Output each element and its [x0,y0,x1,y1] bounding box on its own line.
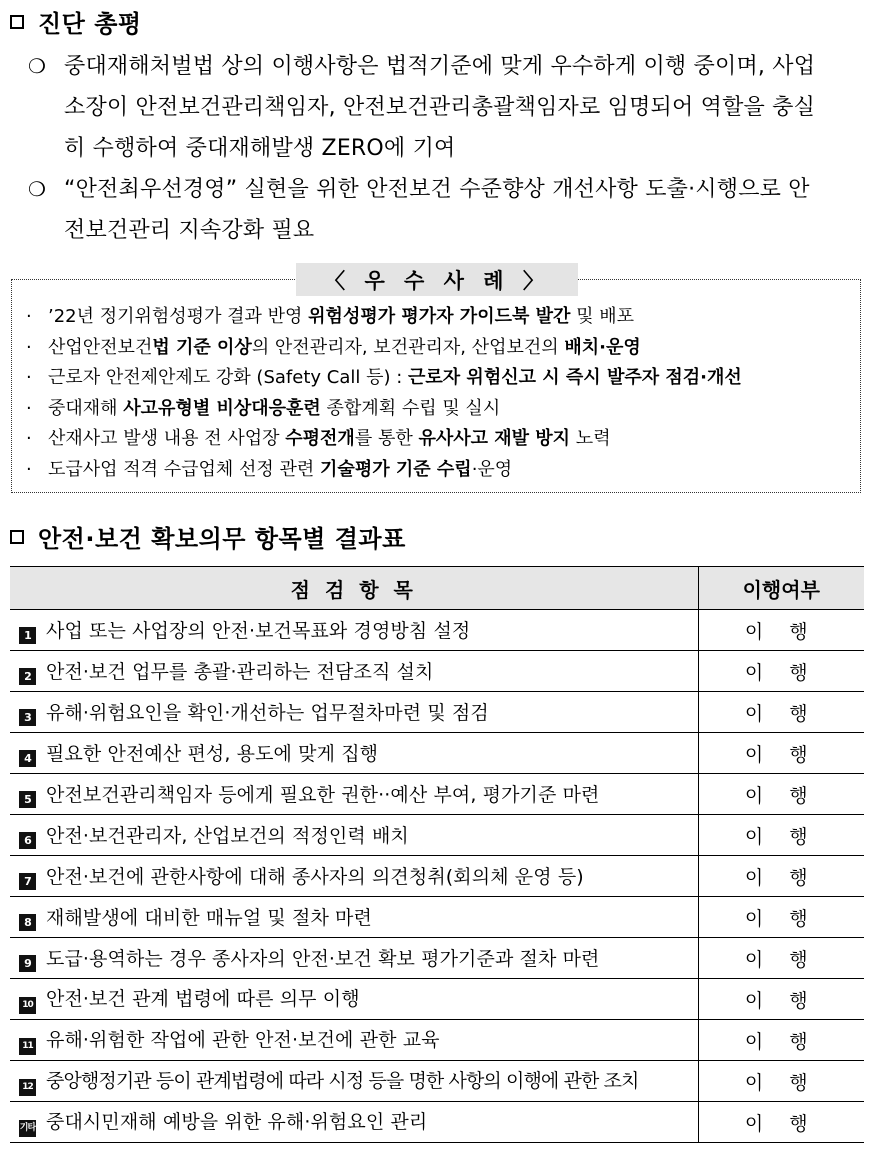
paragraph-line: “안전최우선경영” 실현을 위한 안전보건 수준향상 개선사항 도출·시행으로 안 [64,177,810,202]
check-item-text: 중앙행정기관 등이 관계법령에 따라 시정 등을 명한 사항의 이행에 관한 조치 [46,1070,639,1092]
best-case-item [26,363,856,394]
check-item-text: 사업 또는 사업장의 안전·보건목표와 경영방침 설정 [46,620,471,642]
status-cell: 이 행 [698,979,864,1020]
check-item-text: 재해발생에 대비한 매뉴얼 및 절차 마련 [46,907,372,929]
best-case-emphasis: 유사사고 재발 방지 [418,428,571,449]
check-item-cell [10,1020,698,1061]
dot-bullet-icon: · [26,458,32,480]
check-item-cell [10,692,698,733]
best-case-item [26,333,856,364]
best-case-emphasis: 사고유형별 비상대응훈련 [123,397,321,419]
table-row [10,651,864,692]
status-cell: 이 행 [698,1020,864,1061]
best-cases-list [26,302,856,485]
status-cell: 이 행 [698,815,864,856]
table-row [10,610,864,651]
paragraph-line: 전보건관리 지속강화 필요 [64,218,315,243]
check-item-cell [10,774,698,815]
best-case-text: 종합계획 수립 및 실시 [320,397,501,419]
table-row [10,733,864,774]
check-item-text: 안전보건관리책임자 등에게 필요한 권한··예산 부여, 평가기준 마련 [46,784,600,806]
status-cell: 이 행 [698,938,864,979]
best-case-emphasis: 기술평가 기준 수립 [320,458,472,480]
best-case-emphasis: 법 기준 이상 [152,336,252,358]
check-item-text: 안전·보건 관계 법령에 따른 의무 이행 [46,988,360,1010]
best-case-text: 산업안전보건 [48,336,153,358]
table-row [10,692,864,733]
dot-bullet-icon: · [26,397,32,419]
section-title: 안전·보건 확보의무 항목별 결과표 [38,525,406,553]
check-item-cell [10,897,698,938]
best-cases-title: 〈 우 수 사 례 〉 [296,263,578,296]
check-item-cell [10,1061,698,1102]
results-table [10,566,864,1143]
check-item-cell [10,733,698,774]
check-item-text: 중대시민재해 예방을 위한 유해·위험요인 관리 [46,1111,428,1133]
item-number-badge: 기타 [19,1120,36,1137]
best-case-item [26,302,856,333]
check-item-text: 유해·위험요인을 확인·개선하는 업무절차마련 및 점검 [46,702,489,724]
section-heading-results [10,519,406,554]
best-case-text: ·운영 [471,458,513,480]
best-case-emphasis: 위험성평가 평가자 가이드북 발간 [308,306,571,327]
table-row [10,815,864,856]
circle-bullet-icon: ❍ [28,54,46,78]
paragraph-line: 히 수행하여 중대재해발생 ZERO에 기여 [64,136,456,161]
best-case-text: 근로자 안전제안제도 강화 (Safety Call 등) : [48,367,408,388]
check-item-text: 안전·보건관리자, 산업보건의 적정인력 배치 [46,825,409,847]
check-item-cell [10,610,698,651]
status-cell: 이 행 [698,856,864,897]
table-header-row [10,567,864,610]
status-cell: 이 행 [698,733,864,774]
table-row [10,856,864,897]
section-title: 진단 총평 [38,10,142,38]
circle-bullet-icon: ❍ [28,177,46,201]
item-number-badge: 8 [19,914,36,931]
table-row [10,897,864,938]
table-row [10,1020,864,1061]
status-cell: 이 행 [698,1102,864,1143]
table-row [10,1102,864,1143]
dot-bullet-icon: · [26,306,32,327]
best-case-text: 의 안전관리자, 보건관리자, 산업보건의 [251,336,565,358]
paragraph-line: 소장이 안전보건관리책임자, 안전보건관리총괄책임자로 임명되어 역할을 충실 [64,95,816,120]
check-item-cell [10,815,698,856]
table-row [10,1061,864,1102]
check-item-cell [10,856,698,897]
status-cell: 이 행 [698,1061,864,1102]
summary-paragraph [28,169,848,251]
square-bullet-icon [10,530,24,544]
best-case-text: 중대재해 [48,397,124,419]
best-case-item [26,455,856,486]
item-number-badge: 11 [19,1038,36,1055]
check-item-cell [10,1102,698,1143]
item-number-badge: 9 [19,955,36,972]
item-number-badge: 5 [19,791,36,808]
item-number-badge: 7 [19,873,36,890]
header-status: 이행여부 [698,567,864,610]
item-number-badge: 6 [19,832,36,849]
table-row [10,774,864,815]
check-item-cell [10,938,698,979]
best-case-text: ’22년 정기위험성평가 결과 반영 [48,306,309,327]
check-item-cell [10,979,698,1020]
item-number-badge: 12 [19,1079,36,1096]
best-case-emphasis: 수평전개 [285,428,355,449]
status-cell: 이 행 [698,651,864,692]
check-item-text: 필요한 안전예산 편성, 용도에 맞게 집행 [46,743,379,765]
best-case-text: 산재사고 발생 내용 전 사업장 [48,428,286,449]
square-bullet-icon [10,15,24,29]
best-case-item [26,424,856,455]
item-number-badge: 10 [19,997,36,1014]
item-number-badge: 3 [19,709,36,726]
summary-paragraph [28,46,848,169]
best-case-emphasis: 배치·운영 [564,336,641,358]
item-number-badge: 2 [19,668,36,685]
header-check-item: 점 검 항 목 [10,567,698,610]
best-case-text: 도급사업 적격 수급업체 선정 관련 [48,458,321,480]
check-item-text: 안전·보건에 관한사항에 대해 종사자의 의견청취(회의체 운영 등) [46,866,584,888]
paragraph-line: 중대재해처벌법 상의 이행사항은 법적기준에 맞게 우수하게 이행 중이며, 사업 [64,54,816,79]
table-row [10,938,864,979]
section-heading-diagnosis [10,4,142,39]
best-case-text: 를 통한 [354,428,419,449]
status-cell: 이 행 [698,610,864,651]
best-case-text: 노력 [570,428,611,449]
item-number-badge: 4 [19,750,36,767]
status-cell: 이 행 [698,774,864,815]
dot-bullet-icon: · [26,336,32,358]
status-cell: 이 행 [698,692,864,733]
check-item-text: 안전·보건 업무를 총괄·관리하는 전담조직 설치 [46,661,434,683]
table-row [10,979,864,1020]
best-case-item [26,394,856,425]
dot-bullet-icon: · [26,367,32,388]
dot-bullet-icon: · [26,428,32,449]
best-case-emphasis: 근로자 위험신고 시 즉시 발주자 점검·개선 [408,367,742,388]
check-item-cell [10,651,698,692]
check-item-text: 유해·위험한 작업에 관한 안전·보건에 관한 교육 [46,1029,440,1051]
check-item-text: 도급·용역하는 경우 종사자의 안전·보건 확보 평가기준과 절차 마련 [46,948,600,970]
best-case-text: 및 배포 [570,306,635,327]
item-number-badge: 1 [19,627,36,644]
status-cell: 이 행 [698,897,864,938]
